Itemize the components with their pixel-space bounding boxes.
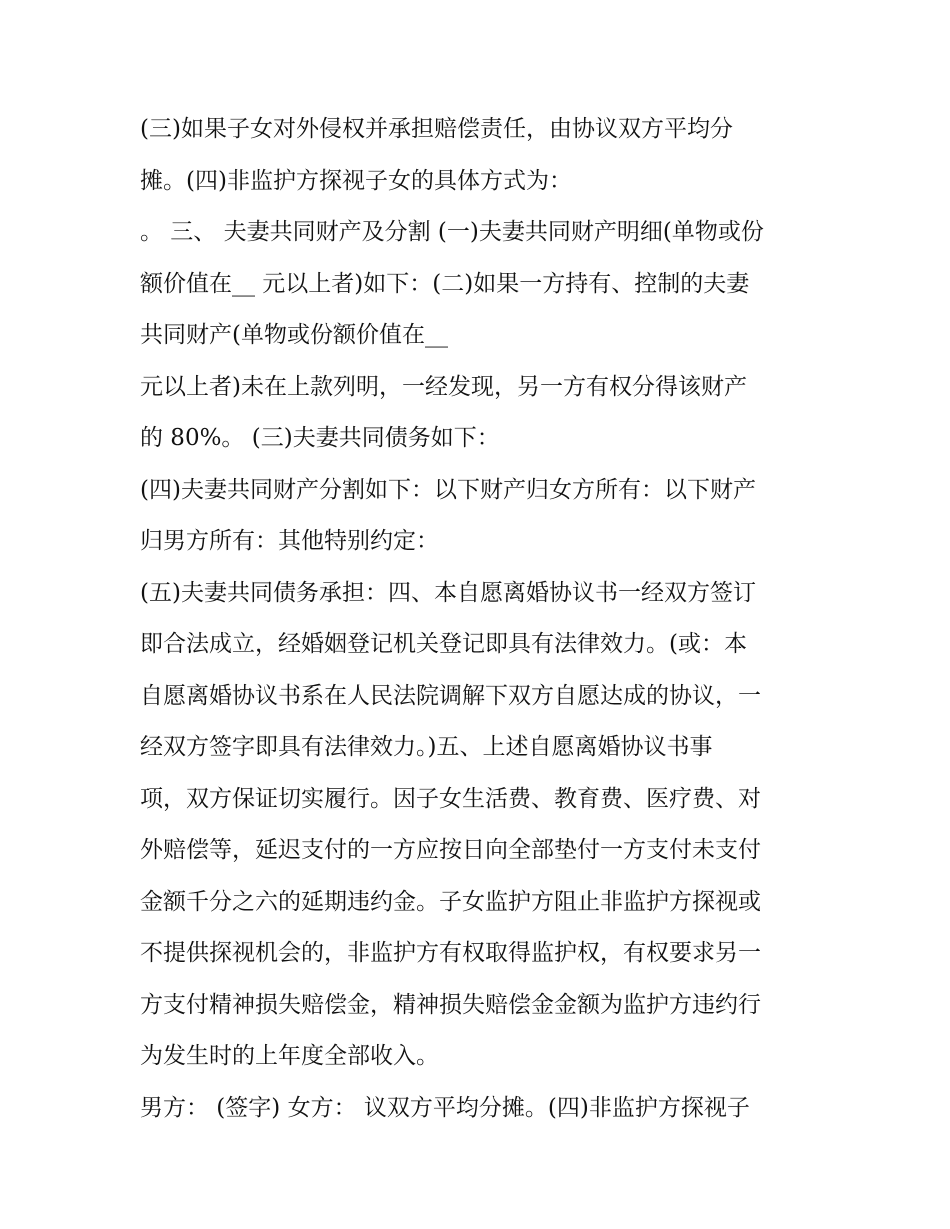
- text-line: 项，双方保证切实履行。因子女生活费、教育费、医疗费、对: [140, 785, 761, 812]
- text-line: 元以上者)未在上款列明，一经发现，另一方有权分得该财产: [140, 373, 747, 400]
- text-line: 不提供探视机会的，非监护方有权取得监护权，有权要求另一: [140, 940, 761, 966]
- text-line: 即合法成立，经婚姻登记机关登记即具有法律效力。(或：本: [140, 631, 747, 657]
- text-line: 金额千分之六的延期违约金。子女监护方阻止非监护方探视或: [140, 888, 761, 915]
- text-line: (四)夫妻共同财产分割如下：以下财产归女方所有：以下财产: [140, 476, 756, 503]
- text-line: 外赔偿等，延迟支付的一方应按日向全部垫付一方支付未支付: [140, 837, 761, 863]
- document-body: [140, 104, 820, 1134]
- text-line: 自愿离婚协议书系在人民法院调解下双方自愿达成的协议，一: [140, 682, 761, 709]
- text-line: 摊。(四)非监护方探视子女的具体方式为：: [140, 167, 572, 194]
- text-line: 经双方签字即具有法律效力。)五、上述自愿离婚协议书事: [140, 734, 713, 760]
- text-line: (五)夫妻共同债务承担：四、本自愿离婚协议书一经双方签订: [140, 579, 756, 606]
- text-line: (三)如果子女对外侵权并承担赔偿责任，由协议双方平均分: [140, 116, 733, 142]
- text-line: 共同财产(单物或份额价值在__: [140, 322, 448, 348]
- text-line: 男方： (签字) 女方： 议双方平均分摊。(四)非监护方探视子: [140, 1094, 750, 1121]
- text-line: 方支付精神损失赔偿金，精神损失赔偿金金额为监护方违约行: [140, 991, 761, 1018]
- text-line: 为发生时的上年度全部收入。: [140, 1043, 439, 1069]
- text-line: 归男方所有：其他特别约定：: [140, 528, 439, 554]
- text-line: 的 80%。 (三)夫妻共同债务如下：: [140, 425, 500, 451]
- text-line: 额价值在__ 元以上者)如下：(二)如果一方持有、控制的夫妻: [140, 270, 750, 297]
- text-line: 。 三、 夫妻共同财产及分割 (一)夫妻共同财产明细(单物或份: [140, 219, 764, 245]
